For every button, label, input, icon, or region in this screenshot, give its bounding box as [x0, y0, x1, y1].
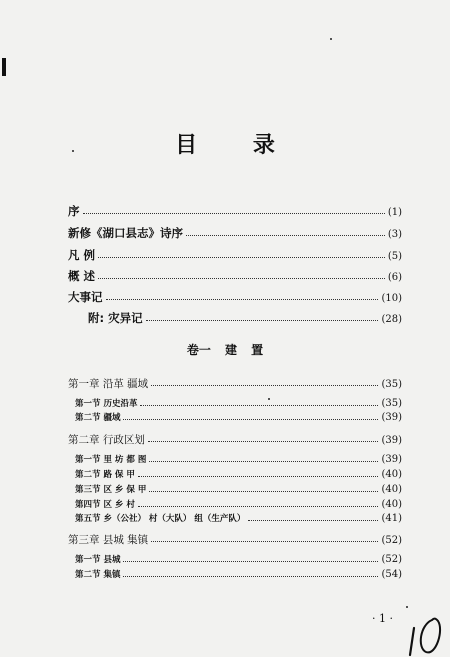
toc-entry[interactable]	[68, 225, 402, 241]
toc-entry-page: (28)	[381, 314, 402, 325]
scan-speck	[330, 38, 332, 40]
toc-entry-page: (52)	[381, 535, 402, 546]
page-number: · 1 ·	[372, 612, 393, 625]
toc-entry-label: 第一节 历史沿革	[75, 399, 138, 409]
toc-section[interactable]	[75, 483, 402, 495]
toc-entry-label: 第四节 区 乡 村	[75, 500, 135, 510]
leader-dots	[106, 299, 379, 300]
toc-entry-page: (52)	[381, 554, 402, 565]
leader-dots	[140, 405, 378, 406]
toc-entry-label: 第一节 县城	[75, 555, 121, 565]
leader-dots	[151, 541, 378, 542]
toc-entry-page: (6)	[387, 272, 402, 283]
leader-dots	[186, 235, 385, 236]
toc-entry-label: 大事记	[68, 290, 103, 304]
toc-entry-page: (35)	[381, 379, 402, 390]
toc-entry[interactable]	[88, 310, 402, 326]
toc-entry-page: (40)	[381, 469, 402, 480]
leader-dots	[146, 320, 379, 321]
toc-entry-label: 第三章 县城 集镇	[68, 534, 149, 546]
toc-entry-label: 第二节 路 保 甲	[75, 470, 135, 480]
toc-section[interactable]	[75, 512, 402, 524]
toc-entry-label: 第二节 疆域	[75, 413, 121, 423]
toc-section[interactable]	[75, 568, 402, 580]
leader-dots	[123, 419, 378, 420]
leader-dots	[98, 257, 385, 258]
page-title: 目 录	[175, 132, 299, 158]
scan-edge-mark	[2, 58, 6, 76]
leader-dots	[83, 213, 385, 214]
toc-entry-page: (39)	[381, 454, 402, 465]
toc-entry-label: 第三节 区 乡 保 甲	[75, 485, 147, 495]
leader-dots	[123, 576, 378, 577]
leader-dots	[138, 506, 379, 507]
toc-entry-page: (1)	[387, 207, 402, 218]
toc-entry-page: (5)	[387, 251, 402, 262]
toc-section[interactable]	[75, 468, 402, 480]
toc-entry-page: (39)	[381, 412, 402, 423]
leader-dots	[123, 561, 378, 562]
leader-dots	[151, 385, 378, 386]
toc-entry[interactable]	[68, 203, 402, 219]
leader-dots	[138, 476, 379, 477]
toc-entry-page: (40)	[381, 484, 402, 495]
toc-entry-page: (10)	[381, 293, 402, 304]
toc-section[interactable]	[75, 498, 402, 510]
toc-entry-label: 第二章 行政区划	[68, 434, 145, 446]
toc-section[interactable]	[75, 453, 402, 465]
toc-entry-page: (35)	[381, 398, 402, 409]
scan-speck	[406, 606, 408, 608]
leader-dots	[148, 441, 379, 442]
toc-entry[interactable]	[68, 268, 402, 284]
toc-entry-page: (40)	[381, 499, 402, 510]
toc-entry-label: 第一章 沿革 疆域	[68, 378, 149, 390]
toc-entry-label: 第二节 集镇	[75, 570, 121, 580]
toc-entry[interactable]	[68, 289, 402, 305]
toc-entry-page: (39)	[381, 435, 402, 446]
toc-entry-label: 序	[68, 204, 80, 218]
toc-entry-label: 第一节 里 坊 都 图	[75, 455, 147, 465]
toc-entry[interactable]	[68, 247, 402, 263]
toc-chapter[interactable]	[68, 376, 402, 391]
toc-section[interactable]	[75, 397, 402, 409]
toc-chapter[interactable]	[68, 532, 402, 547]
toc-entry-page: (54)	[381, 569, 402, 580]
toc-entry-label: 凡 例	[68, 248, 96, 262]
toc-entry-label: 第五节 乡（公社） 村（大队） 组（生产队）	[75, 514, 246, 524]
toc-chapter[interactable]	[68, 432, 402, 447]
toc-entry-page: (41)	[381, 513, 402, 524]
toc-entry-label: 附: 灾异记	[88, 311, 143, 325]
leader-dots	[149, 461, 378, 462]
toc-entry-page: (3)	[387, 229, 402, 240]
leader-dots	[248, 520, 378, 521]
toc-entry-label: 概 述	[68, 269, 96, 283]
leader-dots	[98, 278, 385, 279]
toc-section[interactable]	[75, 553, 402, 565]
volume-heading: 卷一 建 置	[186, 343, 264, 357]
toc-entry-label: 新修《湖口县志》诗序	[68, 226, 183, 240]
toc-section[interactable]	[75, 411, 402, 423]
leader-dots	[149, 491, 378, 492]
